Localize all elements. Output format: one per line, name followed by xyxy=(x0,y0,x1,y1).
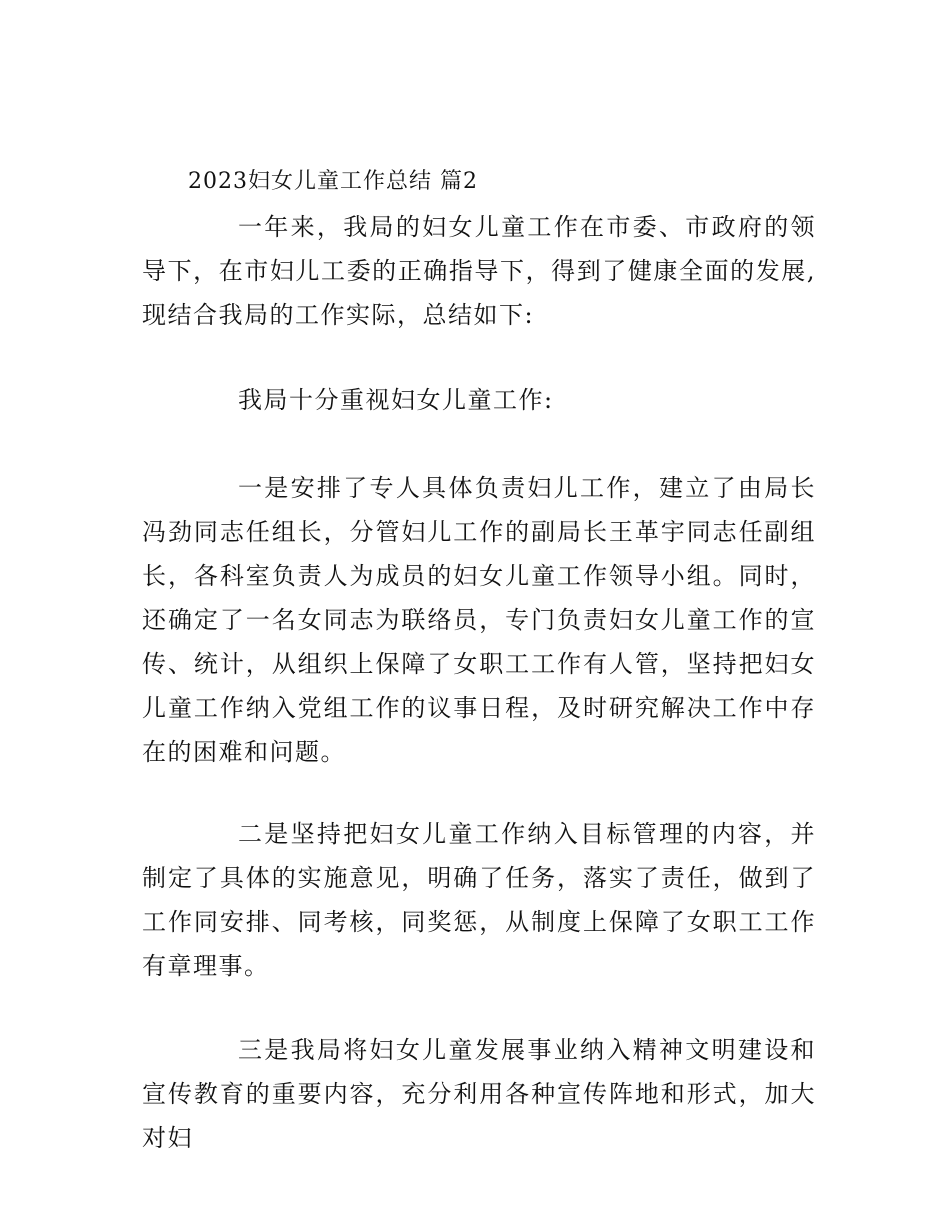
paragraph-heading: 我局十分重视妇女儿童工作: xyxy=(238,386,554,414)
paragraph-point-three: 三是我局将妇女儿童发展事业纳入精神文明建设和宣传教育的重要内容，充分利用各种宣传阵地和形式，加大对妇 xyxy=(142,1036,816,1152)
paragraph-point-one: 一是安排了专人具体负责妇儿工作，建立了由局长冯劲同志任组长，分管妇儿工作的副局长王革宇同志任副组长，各科室负责人为成员的妇女儿童工作领导小组。同时，还确定了一名女同志为联络员，专门负责妇女儿童工作的宣传、统计，从组织上保障了女职工工作有人管，坚持把妇女儿童工作纳入党组工作的议事日程，及时研究解决工作中存在的困难和问题。 xyxy=(142,474,816,766)
paragraph-intro: 一年来，我局的妇女儿童工作在市委、市政府的领导下，在市妇儿工委的正确指导下，得到了健康全面的发展,现结合我局的工作实际，总结如下: xyxy=(142,213,816,329)
paragraph-point-two: 二是坚持把妇女儿童工作纳入目标管理的内容，并制定了具体的实施意见，明确了任务，落实了责任，做到了工作同安排、同考核，同奖惩，从制度上保障了女职工工作有章理事。 xyxy=(142,820,816,980)
document-title: 2023妇女儿童工作总结 篇2 xyxy=(188,169,478,194)
